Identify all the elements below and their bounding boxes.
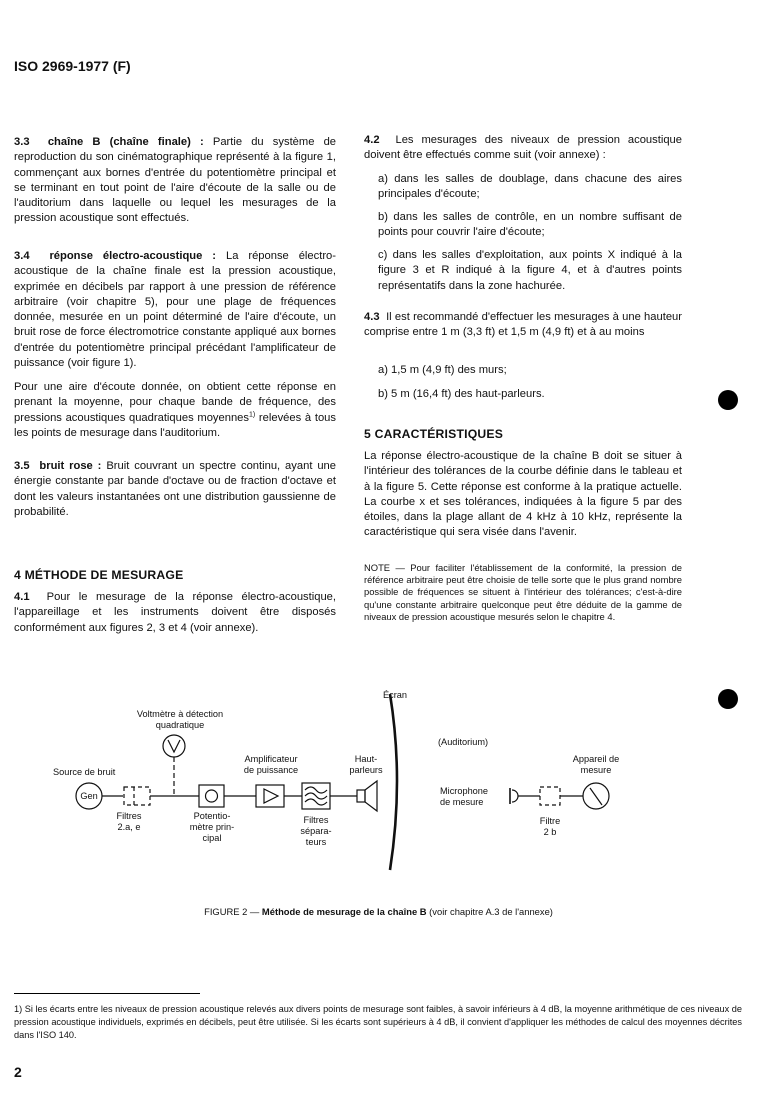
definition: La réponse électro-acoustique de la chaîne finale est la pression acoustique, exprimée en décibels par rapport à une pression de référence arbitraire (voir chapitre 5), pour une plage de fréquences donnée, mesurée en un point déterminé de l'aire d'écoute, un bruit rose de force électromotrice constante appliqué aux bornes d'entrée du potentiomètre principal précédant l'amplificateur de puissance (voir figure 1). bbox=[14, 250, 337, 370]
separator-filters-label: Filtres sépara- teurs bbox=[300, 815, 332, 847]
section-4-1 bbox=[14, 590, 336, 636]
figure-caption: FIGURE 2 — Méthode de mesurage de la chaîne B (voir chapitre A.3 de l'annexe) bbox=[204, 906, 553, 917]
page-number: 2 bbox=[14, 1064, 22, 1080]
section-number: 4.3 bbox=[364, 311, 380, 323]
term: bruit rose : bbox=[39, 460, 102, 472]
section-3-4-para bbox=[14, 380, 336, 441]
paragraph-text: Pour le mesurage de la réponse électro-acoustique, l'appareillage et les instruments doivent être disposés conformément aux figures 2, 3 et 4 (voir annexe). bbox=[14, 591, 336, 634]
definition: Partie du système de reproduction du son cinématographique représenté à la figure 1, commençant aux bornes d'entrée du potentiomètre principal et se terminant en tout point de l'aire d'écoute de la salle ou de l'auditorium dans laquelle ou lequel les mesurages de la pression acoustique sont effectués. bbox=[14, 136, 337, 225]
margin-dot bbox=[718, 390, 738, 410]
figure-2 bbox=[0, 680, 757, 880]
speakers-label: Haut- parleurs bbox=[349, 754, 383, 775]
heading-section-5: 5 CARACTÉRISTIQUES bbox=[364, 427, 504, 441]
section-number: 4.2 bbox=[364, 134, 380, 146]
filters-label: Filtres 2.a, e bbox=[116, 811, 142, 832]
section-4-2 bbox=[364, 133, 682, 164]
amplifier-label: Amplificateur de puissance bbox=[243, 754, 299, 775]
document-id: ISO 2969-1977 (F) bbox=[14, 58, 131, 74]
noise-source-label: Source de bruit bbox=[53, 767, 116, 777]
term: réponse électro-acoustique : bbox=[49, 250, 217, 262]
figure-2-diagram bbox=[0, 680, 757, 880]
paragraph-text: Il est recommandé d'effectuer les mesurages à une hauteur comprise entre 1 m (3,3 ft) et 1,5 m (4,9 ft) et à au moins bbox=[364, 311, 682, 339]
footnote: 1) Si les écarts entre les niveaux de pression acoustique relevés aux divers points de mesurage sont faibles, à savoir inférieurs à 4 dB, la moyenne arithmétique de ces niveaux de pression acoustique individuels, exprimés en décibels, peut être utilisée. Si les écarts sont supérieurs à 4 dB, il convient d'appliquer les méthodes de calcul des moyennes décrites dans l'ISO 140. bbox=[14, 1004, 742, 1040]
section-5-text: La réponse électro-acoustique de la chaîne B doit se situer à l'intérieur des tolérances de la courbe définie dans le tableau et à la figure 5. Cette réponse est conforme à la pratique actuelle. La courbe x et ses tolérances, indiquées à la figure 5 par des étoiles, dans la plage allant de 4 kHz à 10 kHz, représente la caractéristique qui sera visée dans l'avenir. bbox=[364, 450, 682, 539]
screen-label: Écran bbox=[383, 690, 408, 700]
list-item: c) dans les salles d'exploitation, aux points X indiqué à la figure 3 et R indiqué à la figure 4, et à d'autres points représentatifs dans la zone hachurée. bbox=[378, 249, 682, 292]
definition: Bruit couvrant un spectre continu, ayant une énergie constante par bande d'octave ou de fraction d'octave et dont les valeurs instantanées ont une distribution gaussienne de probabilité. bbox=[14, 460, 336, 518]
voltmeter-label: Voltmètre à détection quadratique bbox=[136, 709, 224, 730]
list-item: b) dans les salles de contrôle, en un nombre suffisant de points pour couvrir l'aire d'écoute; bbox=[378, 211, 682, 239]
footnote-divider bbox=[14, 993, 200, 994]
note: NOTE — Pour faciliter l'établissement de la conformité, la pression de référence arbitraire peut être choisie de telle sorte que le plus grand nombre possible de fréquences se situent à l'intérieur des tolérances; c'est-à-dire qu'une constante arbitraire quelconque peut être déduite de la gamme de niveaux de pression acoustique mesurés selon le chapitre 4. bbox=[364, 562, 682, 622]
section-4-3 bbox=[364, 310, 682, 341]
gen-label: Gen bbox=[80, 791, 98, 801]
paragraph-text: Les mesurages des niveaux de pression acoustique doivent être effectués comme suit (voir annexe) : bbox=[364, 134, 682, 162]
section-number: 3.3 bbox=[14, 136, 30, 148]
list-item: a) 1,5 m (4,9 ft) des murs; bbox=[378, 364, 507, 376]
list-item: a) dans les salles de doublage, dans chacune des aires principales d'écoute; bbox=[378, 173, 682, 201]
term: chaîne B (chaîne finale) : bbox=[47, 136, 204, 148]
section-3-5 bbox=[14, 459, 336, 520]
section-number: 3.4 bbox=[14, 250, 30, 262]
paragraph-text: Pour une aire d'écoute donnée, on obtient cette réponse en prenant la moyenne, pour chaque bande de fréquence, des pressions acoustiques quadratiques moyennes bbox=[14, 381, 336, 424]
paragraph-text: relevées à tous les points de mesurage dans l'auditorium. bbox=[14, 411, 336, 439]
section-3-4 bbox=[14, 249, 336, 371]
auditorium-label: (Auditorium) bbox=[438, 737, 489, 747]
section-number: 4.1 bbox=[14, 591, 30, 603]
microphone-label: Microphone de mesure bbox=[440, 786, 489, 807]
section-number: 3.5 bbox=[14, 460, 30, 472]
heading-section-4: 4 MÉTHODE DE MESURAGE bbox=[14, 568, 184, 582]
section-3-3 bbox=[14, 135, 336, 227]
potentiometer-label: Potentio- mètre prin- cipal bbox=[189, 811, 235, 843]
footnote-ref: 1) bbox=[249, 410, 256, 418]
filter-2b-label: Filtre 2 b bbox=[539, 816, 561, 837]
list-item: b) 5 m (16,4 ft) des haut-parleurs. bbox=[378, 388, 545, 400]
measuring-device-label: Appareil de mesure bbox=[572, 754, 620, 775]
